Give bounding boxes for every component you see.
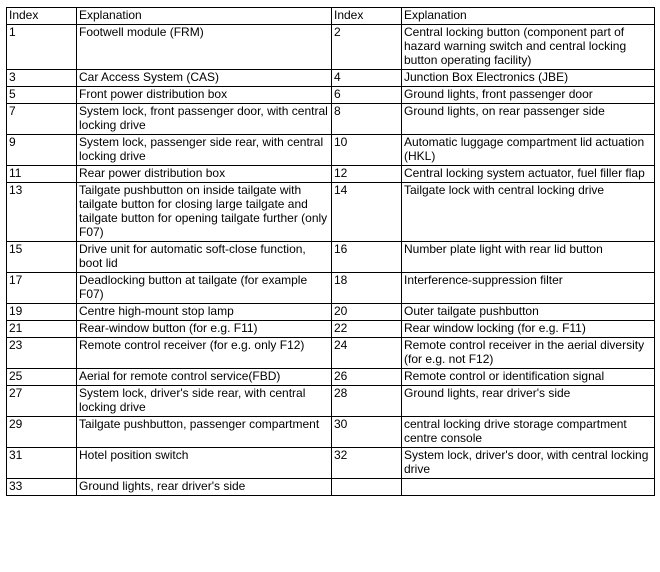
cell-index: 2 — [332, 25, 402, 70]
cell-explanation: Central locking button (component part of hazard warning switch and central locking button operating facility) — [402, 25, 655, 70]
cell-index: 15 — [7, 242, 77, 273]
cell-explanation: Interference-suppression filter — [402, 273, 655, 304]
table-row — [7, 70, 655, 87]
cell-index: 22 — [332, 321, 402, 338]
cell-index: 5 — [7, 87, 77, 104]
table-row — [7, 338, 655, 369]
component-legend-table — [6, 7, 655, 496]
cell-index: 7 — [7, 104, 77, 135]
cell-index: 17 — [7, 273, 77, 304]
cell-explanation: Outer tailgate pushbutton — [402, 304, 655, 321]
cell-index: 16 — [332, 242, 402, 273]
cell-explanation — [402, 479, 655, 496]
cell-explanation: Tailgate pushbutton, passenger compartment — [77, 417, 332, 448]
cell-index: 23 — [7, 338, 77, 369]
cell-index: 18 — [332, 273, 402, 304]
cell-index: 9 — [7, 135, 77, 166]
table-row — [7, 417, 655, 448]
cell-index: 30 — [332, 417, 402, 448]
cell-explanation: Remote control receiver in the aerial diversity (for e.g. not F12) — [402, 338, 655, 369]
cell-index: 4 — [332, 70, 402, 87]
cell-explanation: Deadlocking button at tailgate (for example F07) — [77, 273, 332, 304]
cell-index: 3 — [7, 70, 77, 87]
table-row — [7, 183, 655, 242]
cell-index: 14 — [332, 183, 402, 242]
cell-index: 26 — [332, 369, 402, 386]
table-header-row — [7, 8, 655, 25]
cell-explanation: Ground lights, rear driver's side — [402, 386, 655, 417]
cell-index: 13 — [7, 183, 77, 242]
cell-index: 33 — [7, 479, 77, 496]
cell-index: 20 — [332, 304, 402, 321]
cell-explanation: Front power distribution box — [77, 87, 332, 104]
cell-explanation: central locking drive storage compartment centre console — [402, 417, 655, 448]
cell-explanation: Ground lights, front passenger door — [402, 87, 655, 104]
cell-explanation: Drive unit for automatic soft-close function, boot lid — [77, 242, 332, 273]
cell-explanation: Centre high-mount stop lamp — [77, 304, 332, 321]
column-header-index: Index — [332, 8, 402, 25]
cell-index: 19 — [7, 304, 77, 321]
table-row — [7, 242, 655, 273]
cell-explanation: Remote control or identification signal — [402, 369, 655, 386]
cell-explanation: Footwell module (FRM) — [77, 25, 332, 70]
cell-explanation: Automatic luggage compartment lid actuation (HKL) — [402, 135, 655, 166]
cell-explanation: Tailgate lock with central locking drive — [402, 183, 655, 242]
cell-index: 8 — [332, 104, 402, 135]
cell-index: 21 — [7, 321, 77, 338]
column-header-explanation: Explanation — [402, 8, 655, 25]
cell-index: 1 — [7, 25, 77, 70]
cell-explanation: Junction Box Electronics (JBE) — [402, 70, 655, 87]
column-header-explanation: Explanation — [77, 8, 332, 25]
table-row — [7, 104, 655, 135]
table-row — [7, 135, 655, 166]
cell-index: 32 — [332, 448, 402, 479]
table-row — [7, 386, 655, 417]
cell-explanation: Ground lights, on rear passenger side — [402, 104, 655, 135]
cell-index: 27 — [7, 386, 77, 417]
cell-explanation: System lock, driver's side rear, with central locking drive — [77, 386, 332, 417]
cell-explanation: Rear window locking (for e.g. F11) — [402, 321, 655, 338]
cell-index: 10 — [332, 135, 402, 166]
cell-explanation: System lock, front passenger door, with central locking drive — [77, 104, 332, 135]
cell-index: 11 — [7, 166, 77, 183]
cell-explanation: Central locking system actuator, fuel filler flap — [402, 166, 655, 183]
cell-index: 31 — [7, 448, 77, 479]
cell-explanation: System lock, driver's door, with central locking drive — [402, 448, 655, 479]
cell-explanation: Tailgate pushbutton on inside tailgate with tailgate button for closing large tailgate and tailgate button for opening tailgate further (only F07) — [77, 183, 332, 242]
cell-index: 24 — [332, 338, 402, 369]
table-row — [7, 369, 655, 386]
table-row — [7, 448, 655, 479]
cell-explanation: Number plate light with rear lid button — [402, 242, 655, 273]
table-row — [7, 479, 655, 496]
table-row — [7, 273, 655, 304]
cell-index: 28 — [332, 386, 402, 417]
cell-index: 29 — [7, 417, 77, 448]
cell-explanation: Rear-window button (for e.g. F11) — [77, 321, 332, 338]
table-row — [7, 321, 655, 338]
cell-index: 6 — [332, 87, 402, 104]
table-row — [7, 304, 655, 321]
cell-explanation: Car Access System (CAS) — [77, 70, 332, 87]
cell-explanation: System lock, passenger side rear, with central locking drive — [77, 135, 332, 166]
column-header-index: Index — [7, 8, 77, 25]
cell-explanation: Hotel position switch — [77, 448, 332, 479]
cell-index: 12 — [332, 166, 402, 183]
cell-index — [332, 479, 402, 496]
table-row — [7, 87, 655, 104]
cell-explanation: Rear power distribution box — [77, 166, 332, 183]
cell-explanation: Ground lights, rear driver's side — [77, 479, 332, 496]
cell-explanation: Remote control receiver (for e.g. only F12) — [77, 338, 332, 369]
table-row — [7, 25, 655, 70]
cell-index: 25 — [7, 369, 77, 386]
cell-explanation: Aerial for remote control service(FBD) — [77, 369, 332, 386]
table-row — [7, 166, 655, 183]
